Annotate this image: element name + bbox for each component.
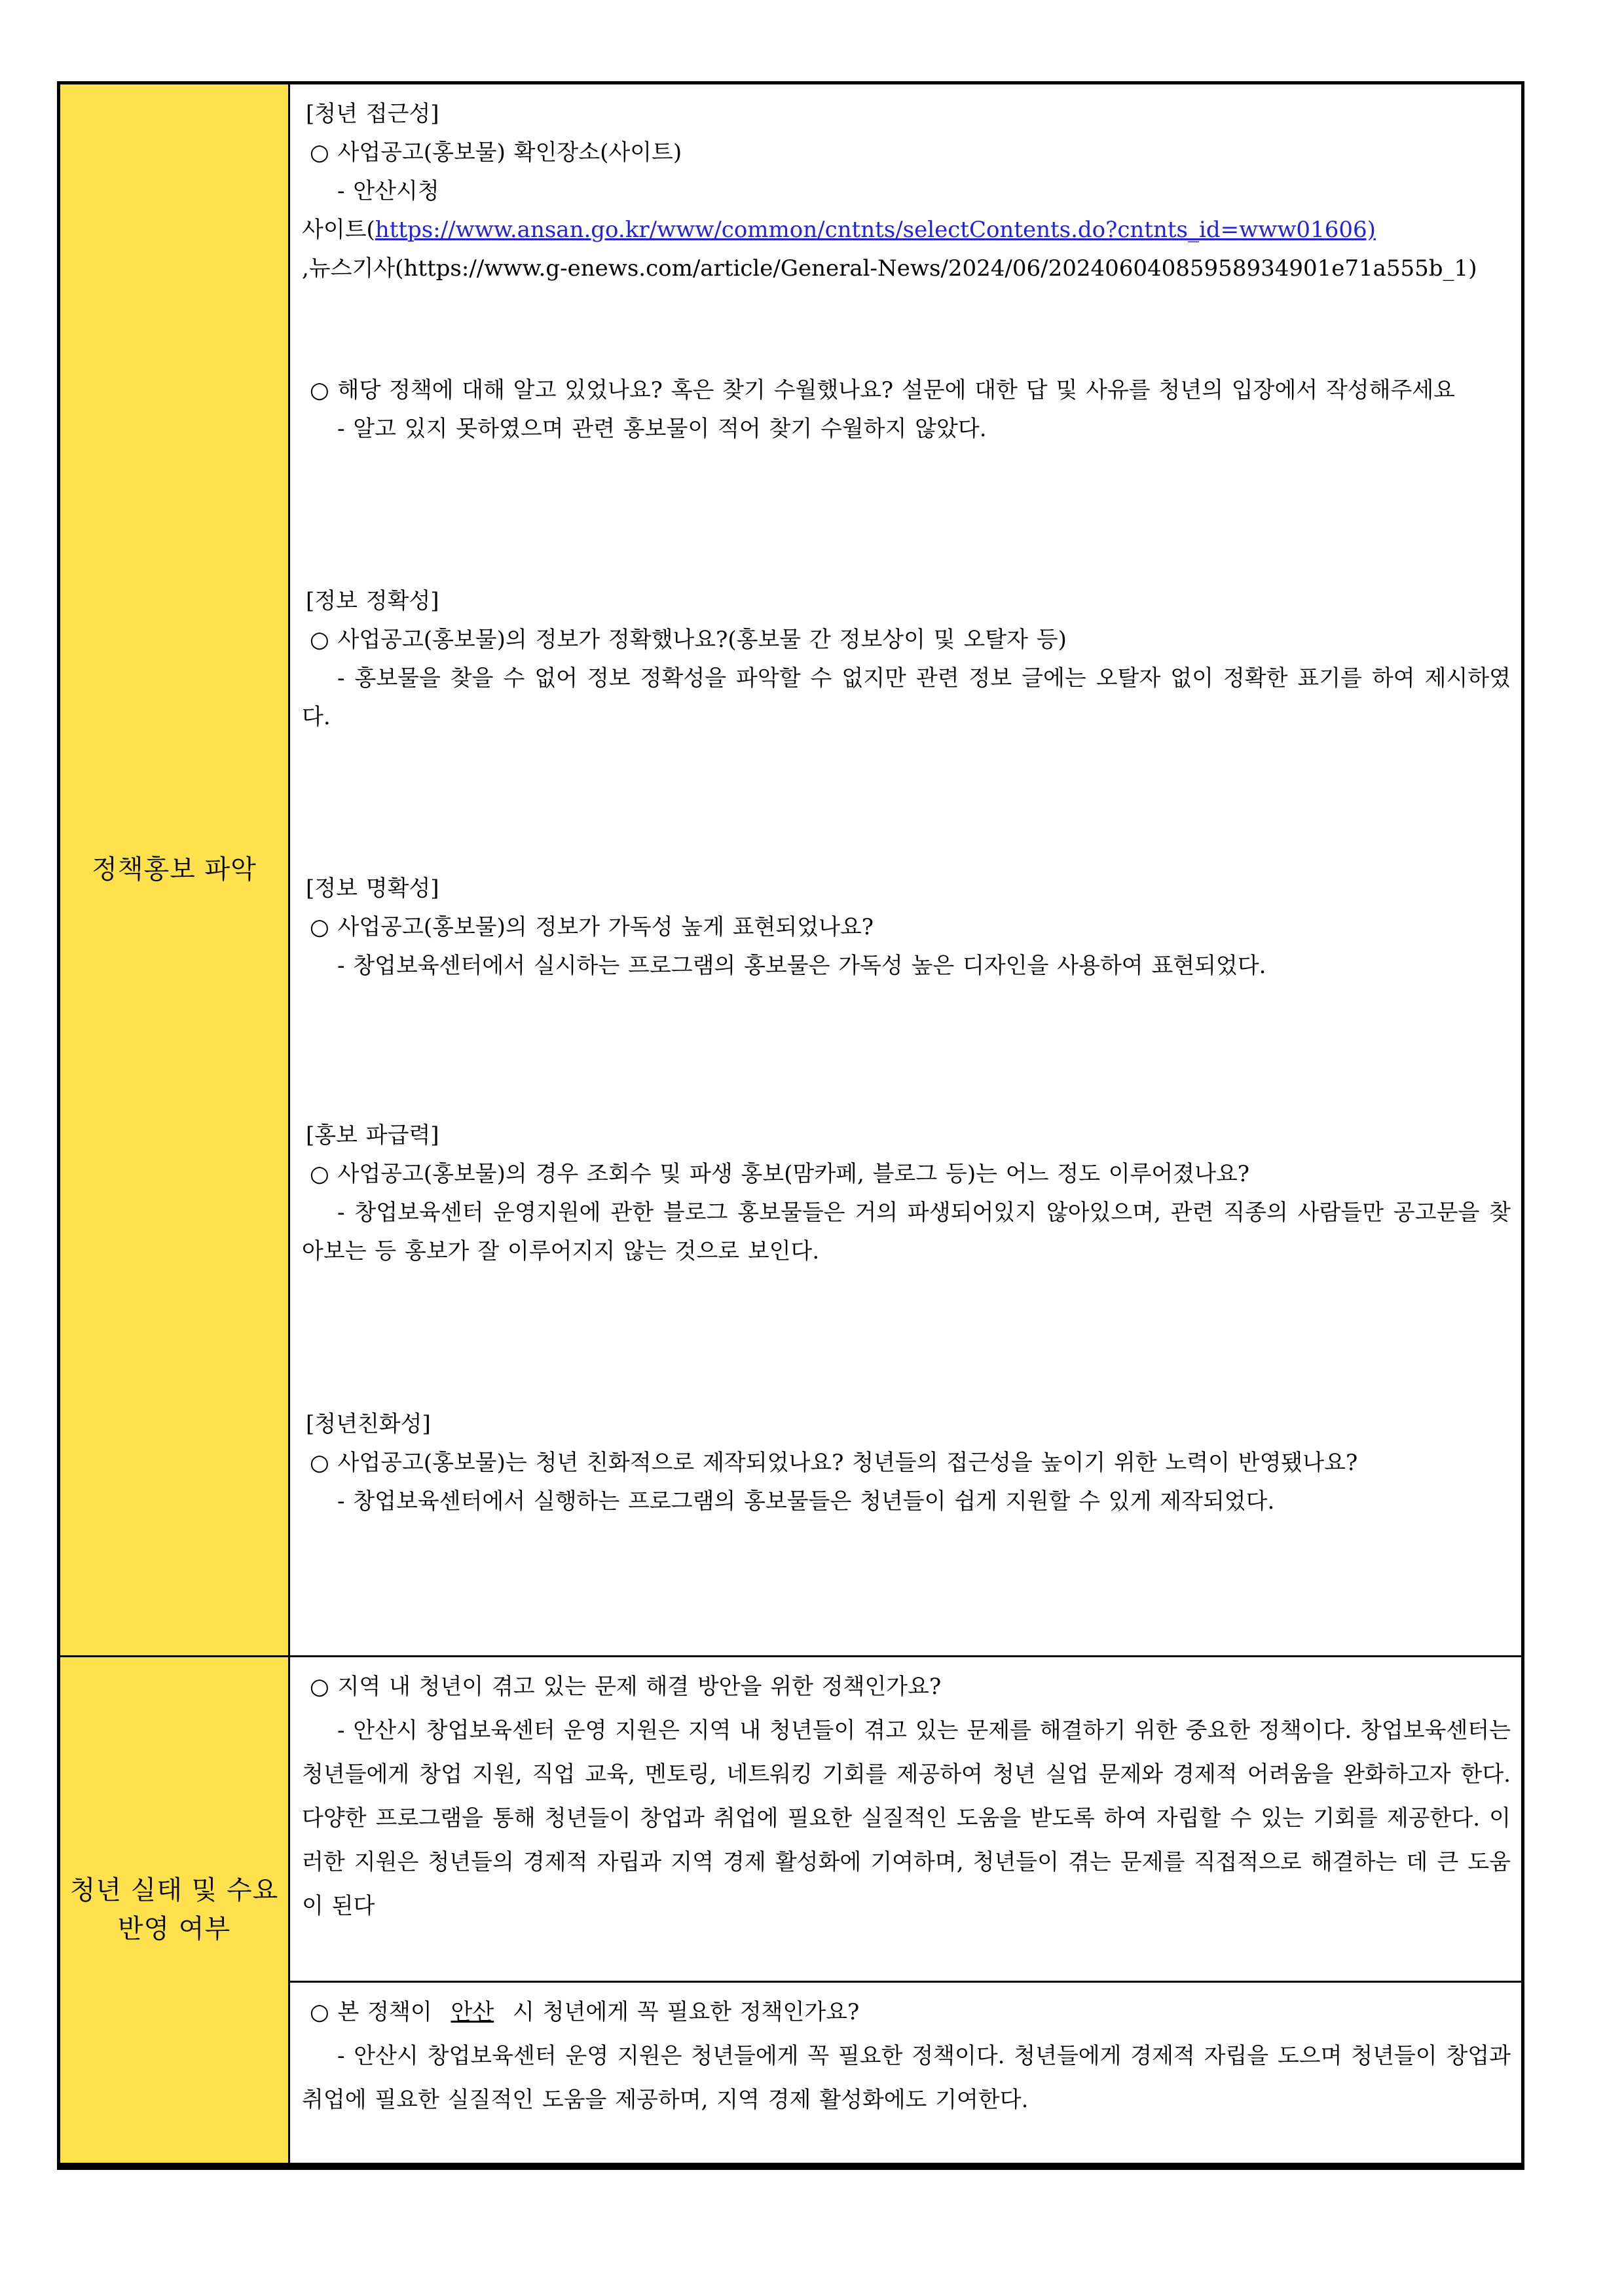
question-paragraph: ○ 사업공고(홍보물)는 청년 친화적으로 제작되었나요? 청년들의 접근성을 높이기 위한 노력이 반영됐나요? <box>310 1450 1358 1476</box>
row-label-cell-youth-demand <box>60 1657 290 2163</box>
necessity-question-prefix: ○ 본 정책이 <box>310 1999 432 2025</box>
question-paragraph: ○ 사업공고(홍보물)의 경우 조회수 및 파생 홍보(맘카페, 블로그 등)는 어느 정도 이루어졌나요? <box>310 1161 1250 1187</box>
answer-paragraph: - 홍보물을 찾을 수 없어 정보 정확성을 파악할 수 없지만 관련 정보 글에는 오탈자 없이 정확한 표기를 하여 제시하였다. <box>302 665 1511 730</box>
answer-paragraph: - 알고 있지 못하였으며 관련 홍보물이 적어 찾기 수월하지 않았다. <box>337 416 987 442</box>
answer-paragraph: - 창업보육센터에서 실행하는 프로그램의 홍보물들은 청년들이 쉽게 지원할 수 있게 제작되었다. <box>337 1488 1275 1515</box>
section-youth-friendliness <box>302 1405 1511 1521</box>
section-title: [정보 정확성] <box>306 588 439 614</box>
city-name-underlined: 안산 <box>451 1999 494 2025</box>
cell-policy-necessity <box>290 1983 1521 2163</box>
answer-paragraph: - 안산시청 <box>337 178 439 204</box>
row-label-youth-demand-line2: 반영 여부 <box>117 1914 231 1944</box>
question-paragraph: ○ 사업공고(홍보물)의 정보가 정확했나요?(홍보물 간 정보상이 및 오탈자 등) <box>310 627 1067 653</box>
ansan-site-link[interactable]: https://www.ansan.go.kr/www/common/cntnts/selectContents.do?cntnts_id=www01606) <box>375 217 1376 243</box>
answer-paragraph: - 안산시 창업보육센터 운영 지원은 지역 내 청년들이 겪고 있는 문제를 해결하기 위한 중요한 정책이다. 창업보육센터는 청년들에게 창업 지원, 직업 교육, 멘토링, 네트워킹 기회를 제공하여 청년 실업 문제와 경제적 어려움을 완화하고자 한다. 다양한 프로그램을 통해 청년들이 창업과 취업에 필요한 실질적인 도움을 받도록 하여 자립할 수 있는 기회를 제공한다. 이러한 지원은 청년들의 경제적 자립과 지역 경제 활성화에 기여하며, 청년들이 겪는 문제를 직접적으로 해결하는 데 큰 도움이 된다 <box>302 1717 1511 1919</box>
row-label-youth-demand-line1: 청년 실태 및 수요 <box>69 1875 279 1905</box>
site-link-paragraph <box>302 211 1511 249</box>
question-paragraph: ○ 사업공고(홍보물)의 정보가 가독성 높게 표현되었나요? <box>310 914 874 940</box>
policy-review-table <box>57 81 1524 2170</box>
section-title: [청년 접근성] <box>306 101 439 127</box>
necessity-question-suffix: 시 청년에게 꼭 필요한 정책인가요? <box>513 1999 860 2025</box>
cell-problem-solving <box>290 1657 1521 1983</box>
site-link-prefix: 사이트( <box>302 217 375 243</box>
row-label-cell-policy-promotion <box>60 84 290 1655</box>
section-promo-reach <box>302 1116 1511 1271</box>
section-title: [홍보 파급력] <box>306 1122 439 1148</box>
section-title: [정보 명확성] <box>306 875 439 902</box>
section-info-accuracy <box>302 582 1511 737</box>
row-content-policy-promotion <box>290 84 1521 1655</box>
row-content-youth-demand <box>290 1657 1521 2163</box>
section-policy-awareness <box>302 371 1511 449</box>
section-title: [청년친화성] <box>306 1411 431 1437</box>
row-label-policy-promotion: 정책홍보 파악 <box>92 854 257 885</box>
row-youth-demand <box>60 1655 1521 2163</box>
answer-paragraph: - 안산시 창업보육센터 운영 지원은 청년들에게 꼭 필요한 정책이다. 청년들에게 경제적 자립을 도으며 청년들이 창업과 취업에 필요한 실질적인 도움을 제공하며, 지역 경제 활성화에도 기여한다. <box>302 2043 1511 2113</box>
question-paragraph: ○ 사업공고(홍보물) 확인장소(사이트) <box>310 139 682 166</box>
answer-paragraph: - 창업보육센터에서 실시하는 프로그램의 홍보물은 가독성 높은 디자인을 사용하여 표현되었다. <box>337 953 1266 979</box>
question-paragraph <box>302 1991 1511 2034</box>
news-link-paragraph: ,뉴스기사(https://www.g-enews.com/article/General-News/2024/06/20240604085958934901e71a555b_1) <box>302 255 1477 282</box>
row-policy-promotion <box>60 84 1521 1655</box>
question-paragraph: ○ 지역 내 청년이 겪고 있는 문제 해결 방안을 위한 정책인가요? <box>310 1674 942 1700</box>
question-paragraph: ○ 해당 정책에 대해 알고 있었나요? 혹은 찾기 수월했나요? 설문에 대한 답 및 사유를 청년의 입장에서 작성해주세요 <box>310 377 1456 403</box>
answer-paragraph: - 창업보육센터 운영지원에 관한 블로그 홍보물들은 거의 파생되어있지 않아있으며, 관련 직종의 사람들만 공고문을 찾아보는 등 홍보가 잘 이루어지지 않는 것으로 보인다. <box>302 1200 1511 1264</box>
section-youth-accessibility <box>302 95 1511 288</box>
section-info-clarity <box>302 870 1511 985</box>
